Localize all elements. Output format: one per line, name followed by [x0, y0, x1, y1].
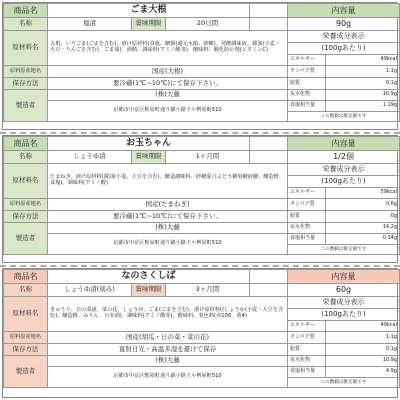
origin-value: 国産(たまねぎ)	[48, 199, 288, 211]
nutrition-fat-value: 0.1g	[326, 78, 400, 90]
maker-label: 製造者	[4, 356, 48, 388]
origin-label: 原料原産地名	[4, 66, 48, 78]
label-card-otama-chan	[2, 135, 398, 263]
name-label: 名称	[4, 151, 48, 164]
name-value: しょうゆ漬	[48, 151, 132, 164]
nutrition-carb-value: 10.9g	[326, 356, 400, 367]
nutrition-protein-value: 0.6g	[326, 199, 400, 211]
origin-value: 国産(胡瓜・日の菜・菜の花)	[48, 332, 288, 344]
nutrition-protein-label: タンパク質	[288, 199, 326, 211]
nutrition-energy-value: 49kcal	[326, 321, 400, 332]
nutrition-energy-label: エネルギー	[288, 55, 326, 66]
storage-value: 要冷蔵(1℃~10℃)にて保存下さい。	[48, 211, 288, 223]
nutrition-fat-label: 脂質	[288, 344, 326, 356]
product-name-value: なのさくしば	[48, 270, 250, 284]
name-value: しょうゆ漬(刻み)	[48, 284, 132, 297]
shelf-life-value: 1ヶ月間	[166, 151, 250, 164]
nutrition-fat-label: 脂質	[288, 211, 326, 223]
content-value: 60g	[288, 284, 400, 297]
maker-label: 製造者	[4, 90, 48, 122]
nutrition-header: 栄養成分表示	[288, 31, 400, 43]
nutrition-salt-label: 食塩相当量	[288, 234, 326, 245]
origin-label: 原料原産地名	[4, 332, 48, 344]
storage-label: 保存方法	[4, 344, 48, 356]
ingredients-label: 原材料名	[4, 31, 48, 66]
nutrition-salt-value: 1.19g	[326, 101, 400, 112]
product-name-label: 商品名	[4, 4, 48, 18]
nutrition-carb-label: 炭水化物	[288, 90, 326, 101]
nutrition-header: 栄養成分表示	[288, 164, 400, 176]
storage-value: 直射日光・高温多湿を避けて保存	[48, 344, 288, 356]
shelf-life-value: 20日間	[166, 18, 250, 31]
estimate-note: この数値は推定値です	[288, 112, 400, 122]
storage-label: 保存方法	[4, 211, 48, 223]
nutrition-per: (100gあたり)	[288, 43, 400, 55]
nutrition-energy-label: エネルギー	[288, 321, 326, 332]
nutrition-energy-value: 59kcal	[326, 188, 400, 199]
nutrition-salt-label: 食塩相当量	[288, 101, 326, 112]
nutrition-header: 栄養成分表示	[288, 297, 400, 309]
nutrition-fat-label: 脂質	[288, 78, 326, 90]
content-value: 90g	[288, 18, 400, 31]
maker-name: (株)大藤	[48, 90, 288, 101]
label-card-goma-daikon	[2, 2, 398, 130]
content-label: 内容量	[288, 270, 400, 284]
label-card-nano-sakushiba	[2, 268, 398, 398]
nutrition-protein-label: タンパク質	[288, 332, 326, 344]
shelf-life-label: 賞味期限	[132, 284, 166, 297]
nutrition-protein-value: 1.1g	[326, 332, 400, 344]
nutrition-salt-value: 4.9g	[326, 367, 400, 378]
ingredients-value: きゅうり、日の菜漬、菜の花、しょうが、ごま(ごまを含む)、漬け原材料((しょうゆ(小麦・大豆を含む)、醸造酢、みりん、日本酒)、調味料(アミノ酸等)、酸味料、着色料(赤106、黄4)	[48, 297, 288, 332]
content-value: 1/2個	[288, 151, 400, 164]
shelf-life-value: 3ヶ月間	[166, 284, 250, 297]
ingredients-label: 原材料名	[4, 297, 48, 332]
divider	[0, 265, 400, 267]
nutrition-energy-value: 49kcal	[326, 55, 400, 66]
nutrition-carb-label: 炭水化物	[288, 223, 326, 234]
content-label: 内容量	[288, 137, 400, 151]
nutrition-energy-label: エネルギー	[288, 188, 326, 199]
storage-value: 要冷蔵(1℃~10℃)にて保存下さい。	[48, 78, 288, 90]
nutrition-carb-value: 10.9g	[326, 90, 400, 101]
nutrition-carb-label: 炭水化物	[288, 356, 326, 367]
divider	[0, 132, 400, 134]
origin-label: 原料原産地名	[4, 199, 48, 211]
nutrition-protein-label: タンパク質	[288, 66, 326, 78]
nutrition-carb-value: 14.2g	[326, 223, 400, 234]
shelf-life-label: 賞味期限	[132, 18, 166, 31]
origin-value: 国産(大根)	[48, 66, 288, 78]
nutrition-fat-value: 0.1g	[326, 344, 400, 356]
shelf-life-label: 賞味期限	[132, 151, 166, 164]
estimate-note: この数値は推定値です	[288, 245, 400, 255]
name-value: 塩漬	[48, 18, 132, 31]
product-name-label: 商品名	[4, 270, 48, 284]
ingredients-label: 原材料名	[4, 164, 48, 199]
nutrition-salt-label: 食塩相当量	[288, 367, 326, 378]
maker-name: (株)大藤	[48, 356, 288, 367]
content-label: 内容量	[288, 4, 400, 18]
name-label: 名称	[4, 284, 48, 297]
ingredients-value: たまねぎ、漬け原材料(醤油(小麦、大豆を含む)、醸造調味料、砂糖混合ぶどう糖果糖液糖、醸造酢、食塩)、調味料(アミノ酸)	[48, 164, 288, 199]
product-name-value: ごま大根	[48, 4, 250, 18]
maker-name: (株)大藤	[48, 223, 288, 234]
nutrition-per: (100gあたり)	[288, 176, 400, 188]
estimate-note: この数値は推定値です	[288, 378, 400, 388]
product-name-value: お玉ちゃん	[48, 137, 250, 151]
ingredients-value: 大根、いりごま(ごまを含む)、漬け原材料(食塩、糖類(還元水飴、砂糖)、発酵調味液、醤油(小麦・大豆・りんごを含む)、ごま油)、酒精、調味料(アミノ酸等)、酸味料、酸化防止剤(ビタミンC)	[48, 31, 288, 66]
maker-label: 製造者	[4, 223, 48, 255]
maker-address: 京都市中京区麩屋町通り錦小路下ル桝屋町510	[48, 367, 288, 388]
nutrition-protein-value: 1.1g	[326, 66, 400, 78]
nutrition-fat-value: 0g	[326, 211, 400, 223]
name-label: 名称	[4, 18, 48, 31]
maker-address: 京都市中京区麩屋町通り錦小路下ル桝屋町510	[48, 101, 288, 122]
product-name-label: 商品名	[4, 137, 48, 151]
nutrition-per: (100gあたり)	[288, 309, 400, 321]
nutrition-salt-value: 0.34g	[326, 234, 400, 245]
storage-label: 保存方法	[4, 78, 48, 90]
maker-address: 京都市中京区麩屋町通り錦小路下ル桝屋町510	[48, 234, 288, 255]
